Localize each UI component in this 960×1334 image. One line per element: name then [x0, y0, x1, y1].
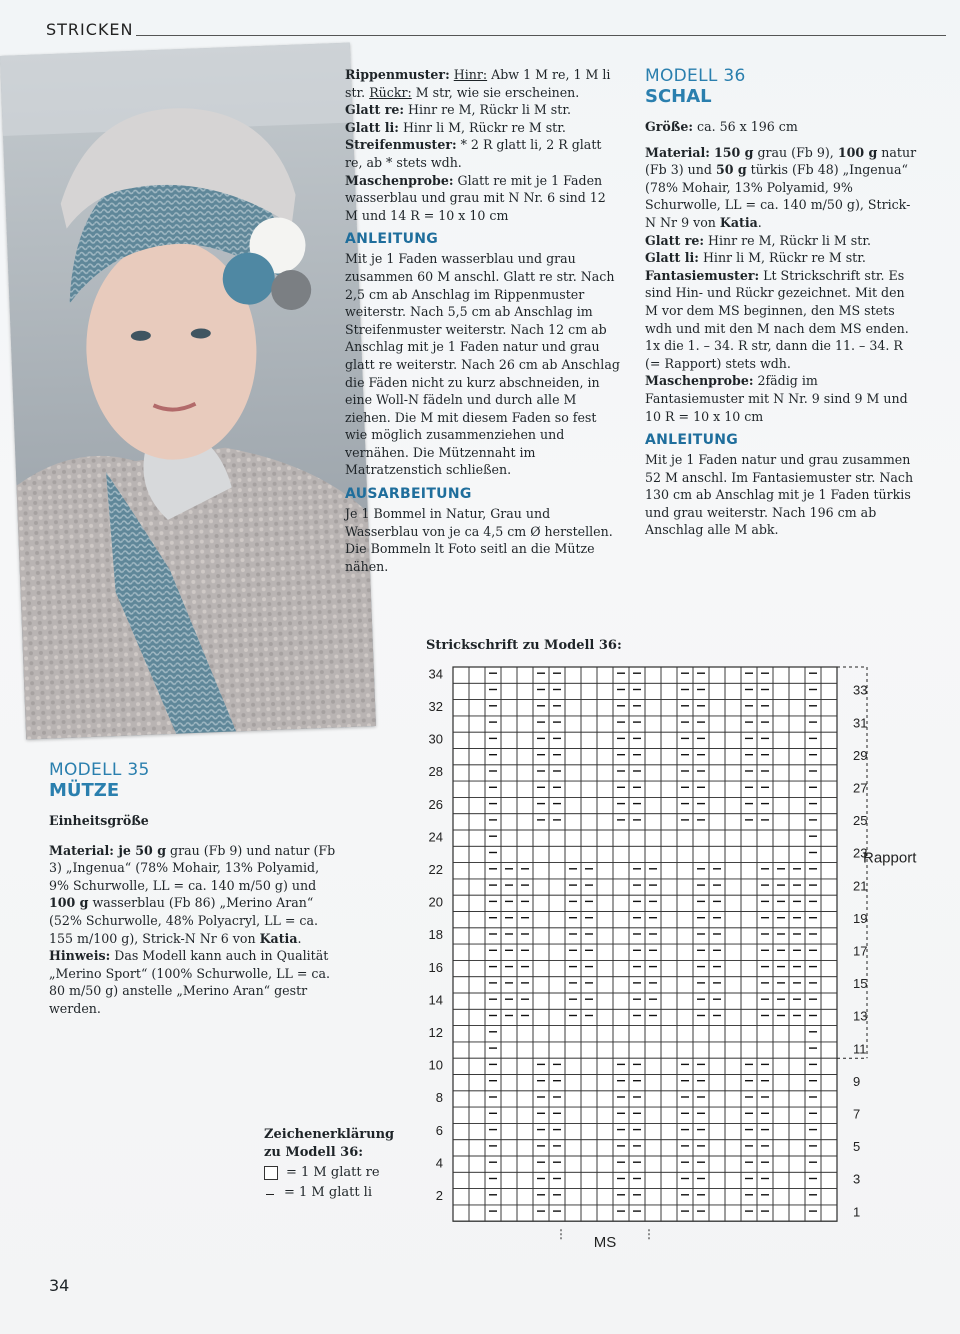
row-label-right: 15 [853, 976, 868, 992]
anleitung36-heading: ANLEITUNG [645, 432, 739, 449]
glatt-re36-text: Hinr re M, Rückr li M str. [704, 232, 871, 248]
groesse-text: ca. 56 x 196 cm [693, 119, 798, 134]
material36-brand: Katia [719, 214, 758, 230]
legend-knit-text: = 1 M glatt re [286, 1165, 380, 1180]
glatt-li36-label: Glatt li: [645, 250, 699, 266]
glatt-li-label: Glatt li: [345, 119, 399, 135]
hinweis-label: Hinweis: [49, 948, 111, 964]
modell36-instructions [645, 66, 920, 539]
groesse-paragraph [645, 118, 920, 136]
row-label-left: 30 [428, 731, 443, 747]
row-label-right: 13 [853, 1008, 868, 1024]
rippenmuster-label: Rippenmuster: [345, 67, 450, 82]
row-label-right: 19 [853, 910, 868, 926]
maschenprobe-paragraph [345, 172, 620, 225]
row-label-left: 10 [428, 1057, 443, 1073]
fantasiemuster-paragraph [645, 267, 920, 373]
chart-title: Strickschrift zu Modell 36: [426, 638, 622, 653]
glatt-re-paragraph [345, 101, 620, 119]
ausarbeitung-text: Je 1 Bommel in Natur, Grau und Wasserblau von je ca 4,5 cm Ø herstellen. Die Bommeln lt Foto seitl an die Mütze nähen. [345, 506, 613, 574]
row-label-right: 25 [853, 813, 868, 829]
glatt-re-label: Glatt re: [345, 102, 405, 118]
maschenprobe36-label: Maschenprobe: [645, 373, 754, 389]
row-label-right: 27 [853, 780, 868, 796]
maschenprobe-label: Maschenprobe: [345, 172, 454, 188]
glatt-li-paragraph [345, 119, 620, 137]
row-label-left: 24 [428, 829, 443, 845]
rippenmuster-text2: M str, wie sie erscheinen. [411, 84, 580, 100]
legend-knit-row [264, 1164, 394, 1182]
row-label-left: 16 [428, 959, 443, 975]
row-label-right: 29 [853, 747, 868, 763]
material35-brand: Katia [259, 930, 298, 946]
streifenmuster-label: Streifenmuster: [345, 137, 457, 153]
legend-title-line1: Zeichenerklärung [264, 1127, 395, 1142]
einheitsgroesse: Einheitsgröße [49, 813, 149, 828]
legend [264, 1126, 394, 1202]
rippenmuster-text1: Abw 1 M re, 1 M li str. [345, 67, 611, 100]
photo-illustration [0, 43, 376, 740]
section-title: STRICKEN [46, 20, 134, 39]
material36-t1: grau (Fb 9), [753, 144, 838, 160]
row-label-right: 31 [853, 715, 868, 731]
material35-paragraph [49, 842, 339, 948]
material36-q3: 50 g [715, 162, 747, 178]
row-label-right: 17 [853, 943, 868, 959]
anleitung-text: Mit je 1 Faden wasserblau und grau zusammen 60 M anschl. Glatt re str. Nach 2,5 cm ab Anschlag im Rippenmuster weiterstr. Nach 5,5 cm ab Anschlag im Streifenmuster weiterstr. Nach 12 cm ab Anschlag mit je 1 Faden natur und grau glatt re weiterstr. Nach 26 cm ab Anschlag die Fäden nicht zu kurz abschneiden, in eine Woll-N fädeln und durch alle M ziehen. Die M mit diesem Faden so fest wie möglich zusammenziehen und vernähen. Die Mützennaht im Matratzenstich schließen. [345, 251, 620, 478]
material35-t1: grau (Fb 9) und natur (Fb 3) „Ingenua“ (78% Mohair, 13% Polyamid, 9% Schurwolle, LL = ca. 140 m/50 g) und [49, 842, 336, 893]
row-label-left: 28 [428, 764, 443, 780]
row-label-left: 8 [435, 1090, 443, 1106]
row-label-left: 12 [428, 1025, 443, 1041]
glatt-li-text: Hinr li M, Rückr re M str. [398, 119, 566, 135]
row-label-left: 4 [435, 1155, 443, 1171]
row-label-left: 18 [428, 927, 443, 943]
page-number: 34 [49, 1276, 70, 1295]
purl-dash-icon [264, 1187, 276, 1199]
knit-square-icon [264, 1166, 278, 1180]
glatt-re36-label: Glatt re: [645, 232, 705, 248]
material35-q2: 100 g [49, 895, 89, 911]
rippenmuster-rueckr: Rückr: [369, 84, 412, 100]
anleitung-heading: ANLEITUNG [345, 231, 439, 248]
row-label-left: 34 [428, 666, 443, 682]
model-photo [0, 43, 376, 740]
maschenprobe36-paragraph [645, 372, 920, 425]
row-label-left: 26 [428, 796, 443, 812]
modell35-number: MODELL 35 [49, 760, 150, 780]
material35-label: Material: je 50 g [49, 842, 166, 858]
row-label-left: 2 [435, 1188, 443, 1204]
ausarbeitung-heading: AUSARBEITUNG [345, 486, 472, 503]
row-label-right: 33 [853, 682, 868, 698]
row-label-right: 11 [853, 1041, 867, 1057]
row-label-right: 23 [853, 845, 868, 861]
knitting-chart [420, 660, 940, 1250]
hinweis-text: Das Modell kann auch in Qualität „Merino Sport“ (100% Schurwolle, LL = ca. 80 m/50 g) anstelle „Merino Aran“ gestr werden. [49, 948, 330, 1016]
fantasiemuster-label: Fantasiemuster: [645, 267, 760, 283]
material36-q1: 150 g [713, 144, 754, 160]
legend-title-line2: zu Modell 36: [264, 1145, 364, 1160]
row-label-left: 14 [428, 992, 443, 1008]
modell35-header-block [49, 760, 339, 1018]
row-label-right: 21 [853, 878, 868, 894]
material36-label: Material: [645, 144, 710, 160]
modell35-name: MÜTZE [49, 780, 120, 801]
streifenmuster-text: * 2 R glatt li, 2 R glatt re, ab * stets wdh. [345, 137, 602, 170]
maschenprobe-text: Glatt re mit je 1 Faden wasserblau und grau mit N Nr. 6 sind 12 M und 14 R = 10 x 10 cm [345, 172, 606, 223]
row-label-right: 1 [853, 1204, 861, 1220]
row-label-right: 9 [853, 1073, 861, 1089]
glatt-re-text: Hinr re M, Rückr li M str. [404, 102, 571, 118]
modell35-instructions [345, 66, 620, 575]
material36-t2: natur (Fb 3) und [645, 144, 917, 178]
row-label-left: 32 [428, 699, 443, 715]
modell36-number: MODELL 36 [645, 66, 746, 86]
material36-end: . [757, 214, 762, 230]
ms-label: MS [593, 1234, 617, 1250]
rapport-label: Rapport [863, 849, 917, 867]
fantasiemuster-text: Lt Strickschrift str. Es sind Hin- und Rückr gezeichnet. Mit den M vor dem MS beginnen, den MS stets wdh und mit den M nach dem MS enden. 1x die 1. – 34. R str, dann die 11. – 34. R (= Rapport) stets wdh. [645, 267, 909, 371]
row-label-left: 6 [435, 1122, 443, 1138]
material35-end: . [297, 930, 302, 946]
anleitung36-text: Mit je 1 Faden natur und grau zusammen 52 M anschl. Im Fantasiemuster str. Nach 130 cm ab Anschlag mit je 1 Faden türkis und grau weiterstr. Nach 196 cm ab Anschlag alle M abk. [645, 452, 914, 538]
material36-q2: 100 g [837, 144, 878, 160]
row-label-left: 20 [428, 894, 443, 910]
streifenmuster-paragraph [345, 136, 620, 171]
rippenmuster-hinr: Hinr: [453, 67, 488, 82]
groesse-label: Größe: [645, 119, 694, 134]
glatt-re36-paragraph [645, 232, 920, 250]
legend-purl-text: = 1 M glatt li [284, 1185, 372, 1200]
glatt-li36-text: Hinr li M, Rückr re M str. [698, 250, 866, 266]
row-label-left: 22 [428, 862, 443, 878]
row-label-right: 7 [853, 1106, 861, 1122]
material36-t3: türkis (Fb 48) „Ingenua“ (78% Mohair, 13% Polyamid, 9% Schurwolle, LL = ca. 140 m/50 g), Strick-N Nr 9 von [645, 162, 911, 230]
legend-purl-row [264, 1184, 394, 1202]
hinweis-paragraph [49, 947, 339, 1017]
row-label-right: 3 [853, 1171, 861, 1187]
glatt-li36-paragraph [645, 249, 920, 267]
modell36-name: SCHAL [645, 86, 712, 107]
header-rule [136, 35, 946, 36]
material36-paragraph [645, 144, 920, 232]
maschenprobe36-text: 2fädig im Fantasiemuster mit N Nr. 9 sind 9 M und 10 R = 10 x 10 cm [645, 373, 908, 424]
rippenmuster-paragraph [345, 66, 620, 101]
row-label-right: 5 [853, 1139, 861, 1155]
material35-t2: wasserblau (Fb 86) „Merino Aran“ (52% Schurwolle, 48% Polyacryl, LL = ca. 155 m/100 g), Strick-N Nr 6 von [49, 895, 318, 946]
